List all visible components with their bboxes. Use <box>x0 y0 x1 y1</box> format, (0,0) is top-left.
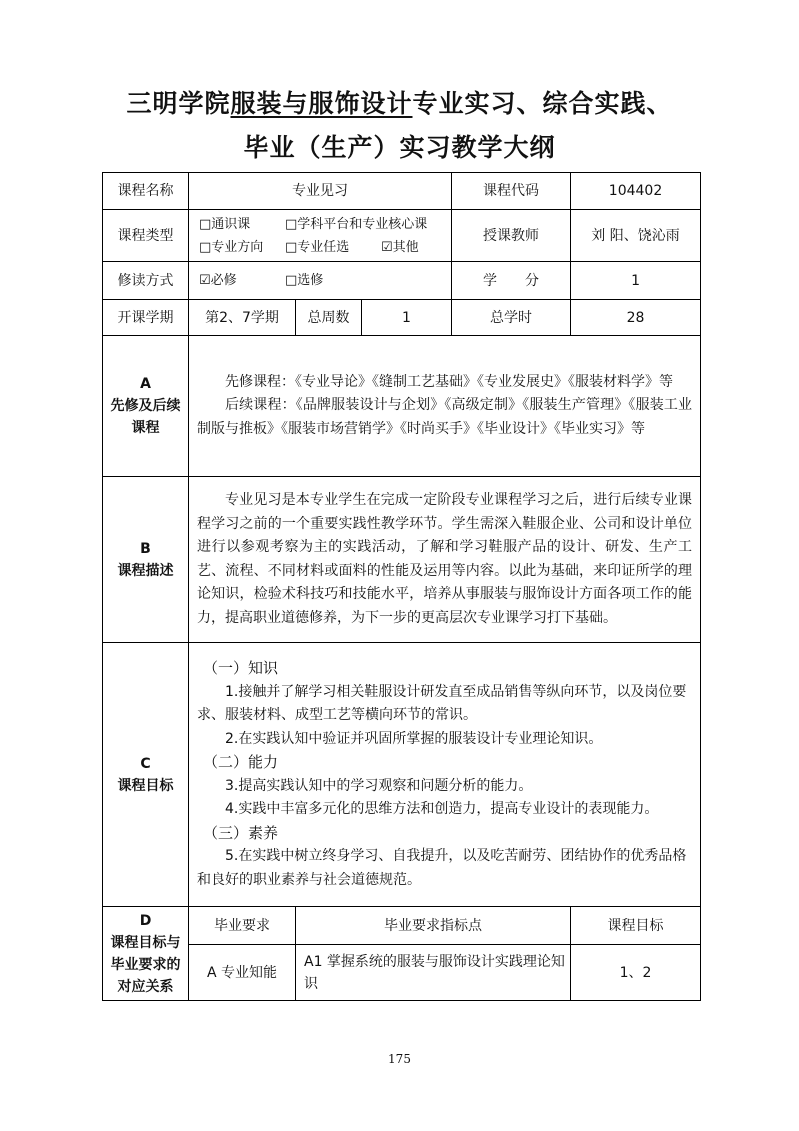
doc-title-line1: 三明学院服装与服饰设计专业实习、综合实践、 <box>126 89 673 118</box>
type-option-other: ☑其他 <box>381 239 419 255</box>
syllabus-table <box>102 172 701 1001</box>
objective-heading-knowledge: （一）知识 <box>203 659 279 677</box>
semester-value: 第2、7学期 <box>189 300 296 336</box>
major-name: 服装与服饰设计 <box>230 89 413 118</box>
objective-heading-ability: （二）能力 <box>203 753 279 771</box>
follow-up-courses: 后续课程：《品牌服装设计与企划》《高级定制》《服装生产管理》《服装工业制版与推板》《服装市场营销学》《时尚买手》《毕业设计》《毕业实习》等 <box>197 397 693 437</box>
course-code-value: 104402 <box>571 173 701 210</box>
type-option-direction: □专业方向 <box>199 239 264 255</box>
objective-1: 1.接触并了解学习相关鞋服设计研发直至成品销售等纵向环节，以及岗位要求、服装材料、成型工艺等横向环节的常识。 <box>197 683 687 723</box>
course-goal-cell: 1、2 <box>571 945 701 1001</box>
objective-2: 2.在实践认知中验证并巩固所掌握的服装设计专业理论知识。 <box>225 730 603 747</box>
section-b-label: B 课程描述 <box>103 477 189 643</box>
course-code-label: 课程代码 <box>452 173 571 210</box>
credit-value: 1 <box>571 262 701 300</box>
course-name-label: 课程名称 <box>103 173 189 210</box>
hours-label: 总学时 <box>452 300 571 336</box>
course-type-options <box>189 210 452 262</box>
objective-5: 5.在实践中树立终身学习、自我提升，以及吃苦耐劳、团结协作的优秀品格和良好的职业素养与社会道德规范。 <box>197 848 687 888</box>
course-description: 专业见习是本专业学生在完成一定阶段专业课程学习之后，进行后续专业课程学习之前的一个重要实践性教学环节。学生需深入鞋服企业、公司和设计单位进行以参观考察为主的实践活动，了解和学习鞋服产品的设计、研发、生产工艺、流程、不同材料或面料的性能及运用等内容。以此为基础，来印证所学的理论知识，检验术科技巧和技能水平，培养从事服装与服饰设计方面各项工作的能力，提高职业道德修养，为下一步的更高层次专业课学习打下基础。 <box>189 477 701 643</box>
mode-option-required: ☑必修 <box>199 273 237 288</box>
grad-indicator-cell: A1 掌握系统的服装与服饰设计实践理论知识 <box>296 945 571 1001</box>
type-option-elective: □专业任选 <box>285 239 350 255</box>
mode-option-elective: □选修 <box>285 273 324 288</box>
grad-req-cell: A 专业知能 <box>189 945 296 1001</box>
weeks-label: 总周数 <box>296 300 362 336</box>
grad-indicator-header: 毕业要求指标点 <box>296 907 571 945</box>
teacher-value: 刘 阳、饶沁雨 <box>571 210 701 262</box>
grad-req-header: 毕业要求 <box>189 907 296 945</box>
objective-3: 3.提高实践认知中的学习观察和问题分析的能力。 <box>225 777 533 794</box>
page-number: 175 <box>388 1052 411 1066</box>
course-name-value: 专业见习 <box>189 173 452 210</box>
study-mode-label: 修读方式 <box>103 262 189 300</box>
type-option-general: □通识课 <box>199 216 251 232</box>
weeks-value: 1 <box>362 300 452 336</box>
study-mode-options <box>189 262 452 300</box>
section-a-label: A 先修及后续课程 <box>103 336 189 477</box>
teacher-label: 授课教师 <box>452 210 571 262</box>
section-d-label: D 课程目标与毕业要求的对应关系 <box>103 907 189 1001</box>
section-c-label: C 课程目标 <box>103 643 189 907</box>
objective-heading-literacy: （三）素养 <box>203 823 279 842</box>
prerequisite-courses: 先修课程：《专业导论》《缝制工艺基础》《专业发展史》《服装材料学》等 <box>225 373 673 390</box>
course-type-label: 课程类型 <box>103 210 189 262</box>
section-a-content <box>189 336 701 477</box>
course-goal-header: 课程目标 <box>571 907 701 945</box>
doc-title-line2: 毕业（生产）实习教学大纲 <box>243 133 556 162</box>
objective-4: 4.实践中丰富多元化的思维方法和创造力，提高专业设计的表现能力。 <box>225 801 659 817</box>
course-objectives <box>189 643 701 907</box>
hours-value: 28 <box>571 300 701 336</box>
type-option-core: □学科平台和专业核心课 <box>285 216 428 232</box>
semester-label: 开课学期 <box>103 300 189 336</box>
credit-label: 学 分 <box>452 262 571 300</box>
